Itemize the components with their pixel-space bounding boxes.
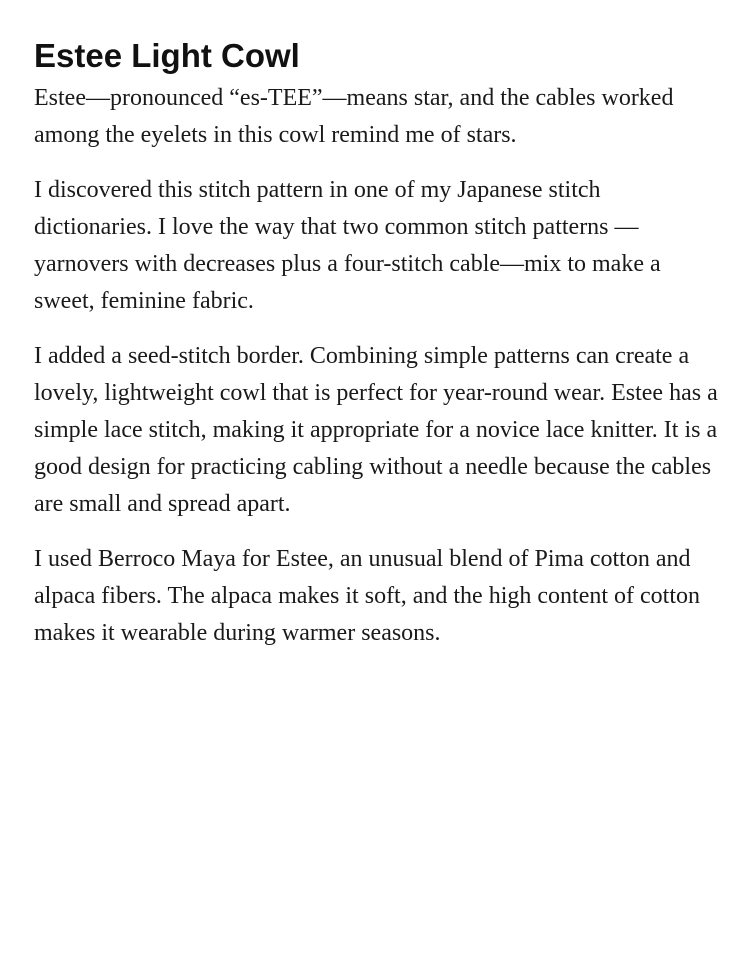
paragraph-4: I used Berroco Maya for Estee, an unusual blend of Pima cotton and alpaca fibers. The alpaca makes it soft, and the high content of cotton makes it wearable during warmer seasons. bbox=[34, 546, 700, 646]
paragraph-1: Estee—pronounced “es-TEE”—means star, and the cables worked among the eyelets in this cowl remind me of stars. bbox=[34, 85, 674, 148]
page-title: Estee Light Cowl bbox=[34, 37, 300, 74]
paragraph-3: I added a seed-stitch border. Combining simple patterns can create a lovely, lightweight cowl that is perfect for year-round wear. Estee has a simple lace stitch, making it appropriate for a novice lace knitter. It is a good design for practicing cabling without a needle because the cables are small and spread apart. bbox=[34, 343, 718, 517]
paragraph-2: I discovered this stitch pattern in one of my Japanese stitch dictionaries. I love the way that two common stitch patterns —yarnovers with decreases plus a four-stitch cable—mix to make a sweet, feminine fabric. bbox=[34, 177, 661, 314]
article bbox=[34, 36, 724, 670]
